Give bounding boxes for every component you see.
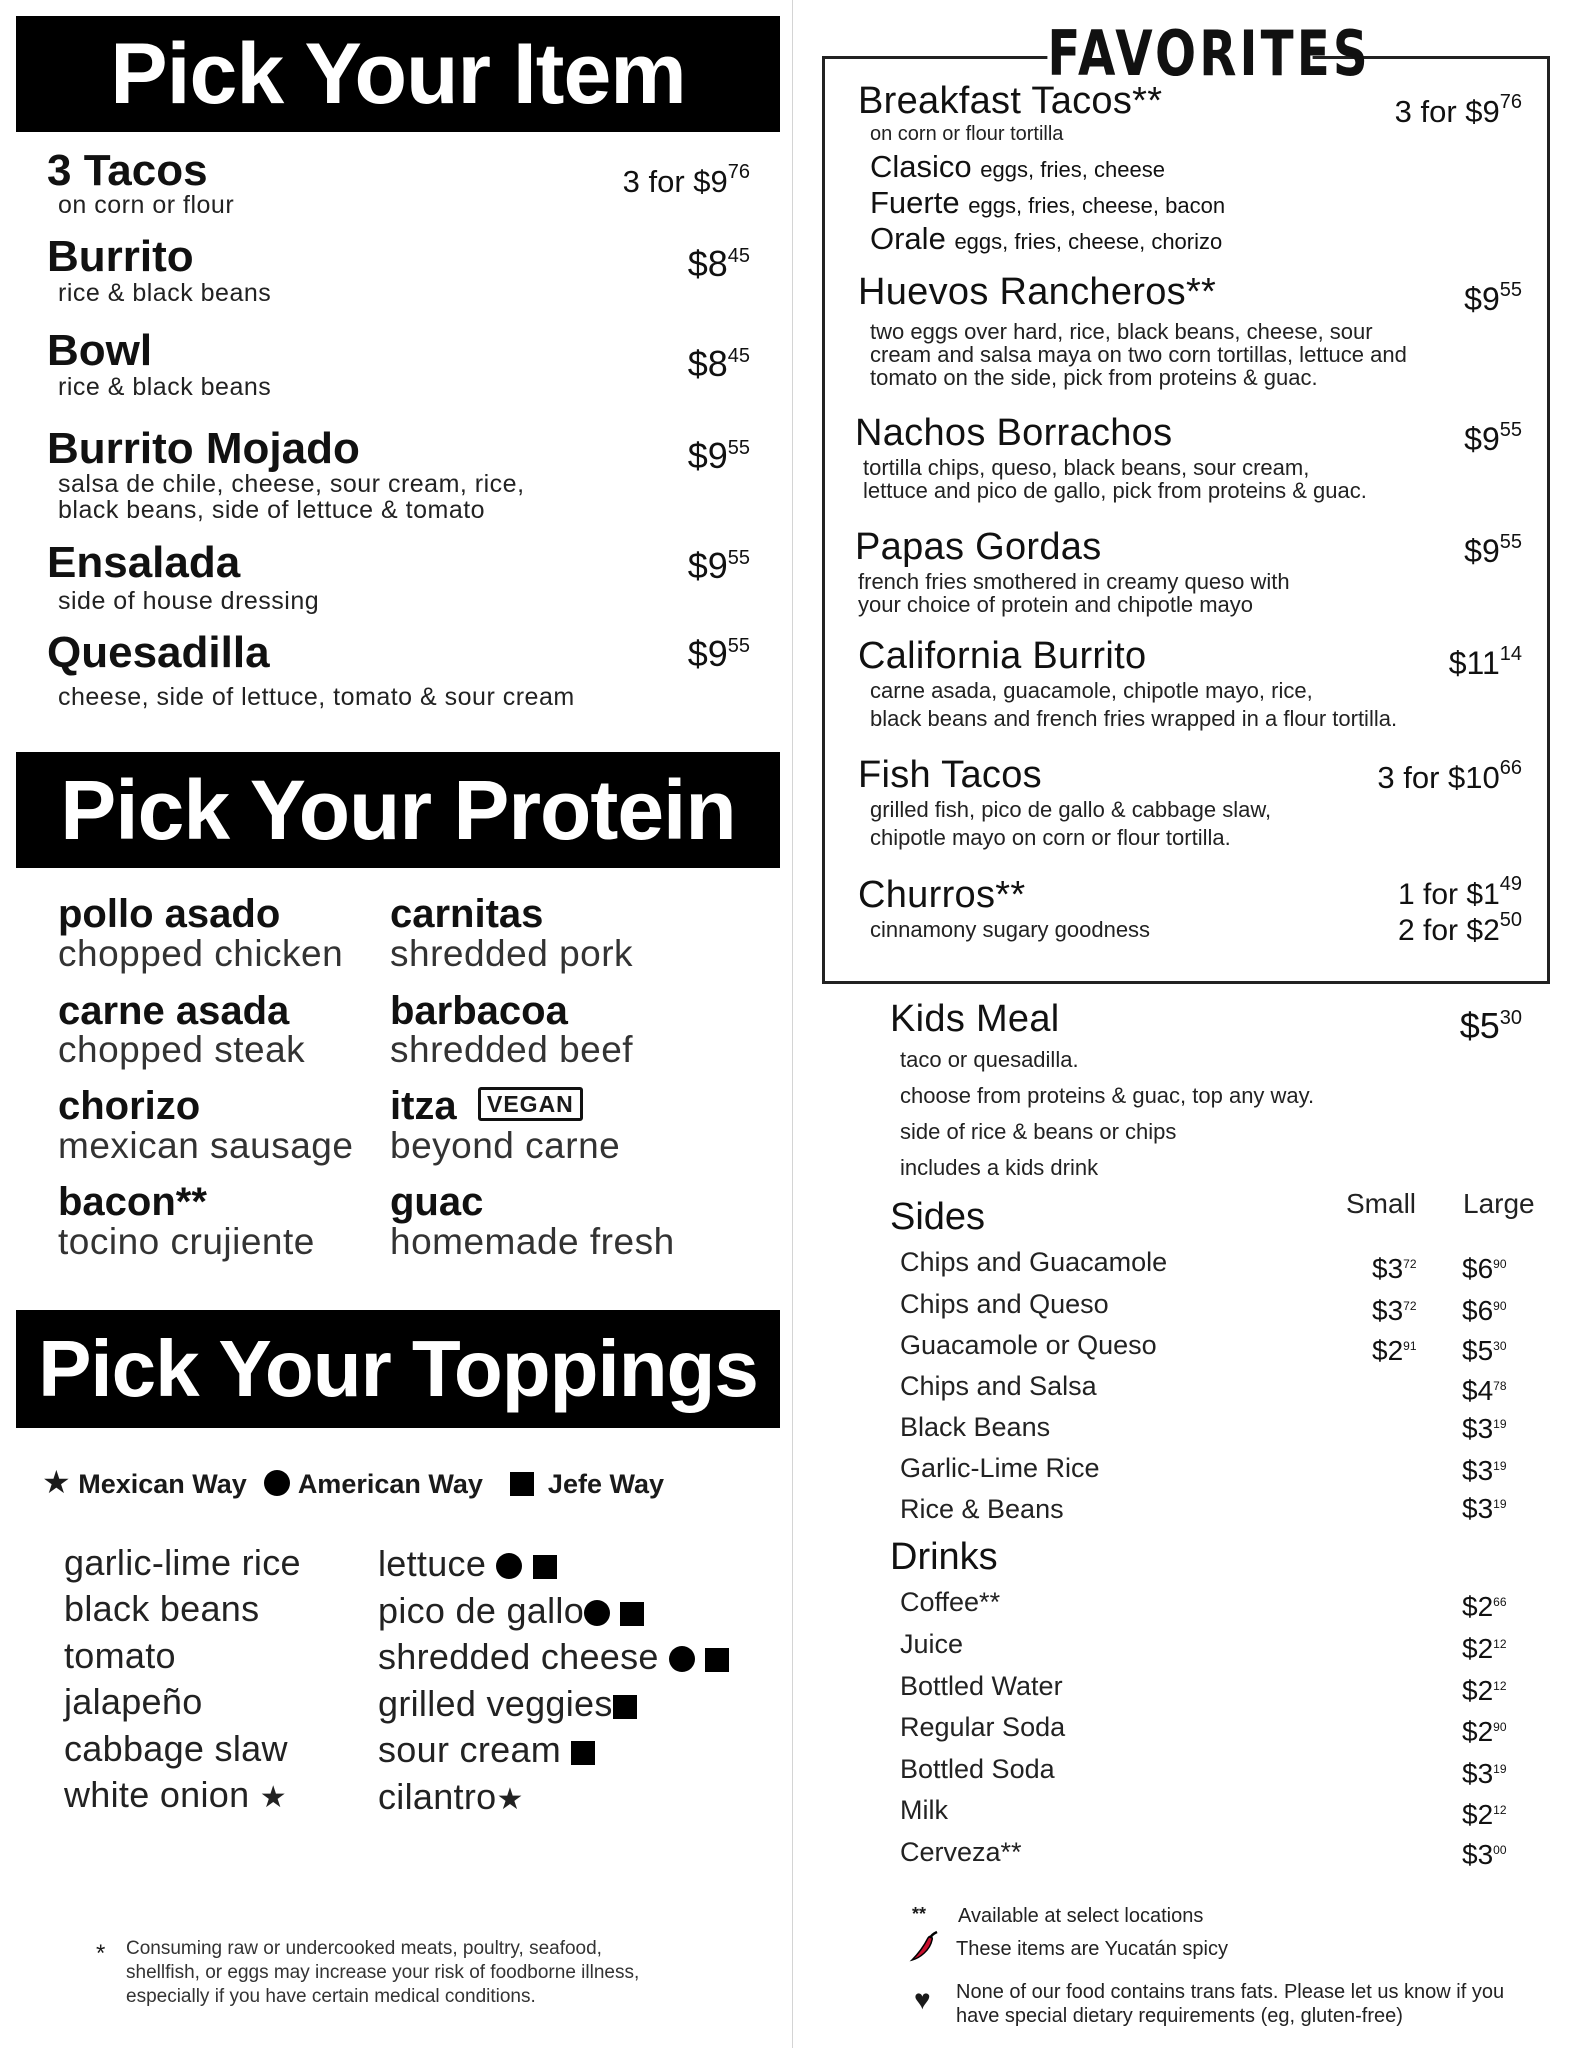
select-locations-symbol: **	[912, 1904, 927, 1924]
drink-item: Regular Soda	[900, 1712, 1066, 1742]
drink-price: $\$2^{90}$	[1462, 1716, 1507, 1747]
side-item: Chips and Guacamole	[900, 1247, 1168, 1277]
favorite-desc: tortilla chips, queso, black beans, sour cream,	[863, 455, 1310, 480]
side-large-price: $\$5^{30}$	[1462, 1335, 1507, 1366]
item-price: 3 for $\$9^{76}$	[622, 161, 750, 199]
favorite-price: 2 for $\$2^{50}$	[1398, 909, 1522, 947]
favorite-price: $\$9^{55}$	[1464, 531, 1522, 569]
favorite-desc: your choice of protein and chipotle mayo	[858, 592, 1254, 617]
footnote-asterisk: *	[96, 1940, 106, 1967]
square-icon	[510, 1472, 534, 1496]
protein-desc: mexican sausage	[58, 1125, 354, 1166]
protein-name: pollo asado	[58, 892, 281, 936]
large-column-header: Large	[1463, 1188, 1535, 1219]
side-item: Black Beans	[900, 1412, 1051, 1442]
star-icon: ★	[42, 1464, 71, 1500]
favorite-price: $\$9^{55}$	[1464, 419, 1522, 457]
topping-item: lettuce	[378, 1541, 557, 1587]
breakfast-variant: Clasico eggs, fries, cheese	[870, 149, 1165, 184]
item-price: $\$9^{55}$	[687, 545, 750, 586]
side-item: Chips and Queso	[900, 1289, 1109, 1319]
topping-item: garlic-lime rice	[64, 1542, 301, 1583]
protein-desc: homemade fresh	[390, 1221, 675, 1262]
protein-desc: beyond carne	[390, 1125, 621, 1166]
item-price: $\$8^{45}$	[687, 343, 750, 384]
item-name: Ensalada	[47, 538, 241, 587]
square-icon	[533, 1555, 557, 1579]
star-icon: ★	[496, 1783, 524, 1816]
favorite-desc: carne asada, guacamole, chipotle mayo, rice,	[870, 678, 1313, 703]
protein-name: guac	[390, 1180, 484, 1224]
breakfast-variant: Orale eggs, fries, cheese, chorizo	[870, 221, 1223, 256]
dot-icon	[264, 1470, 290, 1496]
drinks-title: Drinks	[890, 1536, 998, 1578]
item-desc: black beans, side of lettuce & tomato	[58, 496, 486, 524]
favorite-desc: cinnamony sugary goodness	[870, 917, 1151, 942]
protein-desc: tocino crujiente	[58, 1221, 315, 1262]
side-large-price: $\$4^{78}$	[1462, 1375, 1507, 1406]
drink-price: $\$2^{66}$	[1462, 1591, 1507, 1622]
topping-item: white onion ★	[64, 1774, 287, 1815]
protein-name: carnitas	[390, 892, 544, 936]
protein-desc: shredded pork	[390, 933, 634, 974]
favorite-price: $\$11^{14}$	[1448, 643, 1522, 681]
dietary-note: None of our food contains trans fats. Please let us know if you have special dietary requirements (eg, gluten-free)	[956, 1981, 1505, 2027]
heart-icon: ♥	[914, 1984, 931, 2015]
drink-price: $\$2^{12}$	[1462, 1675, 1507, 1706]
drink-item: Bottled Soda	[900, 1754, 1055, 1784]
favorite-desc: french fries smothered in creamy queso with	[858, 569, 1290, 594]
drink-item: Coffee**	[900, 1587, 1001, 1617]
item-name: Burrito	[47, 232, 194, 281]
drink-item: Cerveza**	[900, 1837, 1022, 1867]
favorite-desc: two eggs over hard, rice, black beans, cheese, sour	[870, 319, 1373, 344]
topping-item: grilled veggies	[378, 1681, 637, 1727]
protein-desc: chopped chicken	[58, 933, 344, 974]
star-icon: ★	[259, 1781, 287, 1814]
dot-icon	[669, 1646, 695, 1672]
item-desc: salsa de chile, cheese, sour cream, rice,	[58, 470, 525, 498]
favorite-price: $\$9^{55}$	[1464, 279, 1522, 317]
topping-item: cabbage slaw	[64, 1728, 288, 1769]
favorite-name: Breakfast Tacos**	[858, 80, 1163, 122]
favorite-name: Huevos Rancheros**	[858, 271, 1217, 313]
drink-price: $\$2^{12}$	[1462, 1633, 1507, 1664]
favorite-desc: tomato on the side, pick from proteins & guac.	[870, 365, 1318, 390]
side-large-price: $\$6^{90}$	[1462, 1295, 1507, 1326]
side-large-price: $\$3^{19}$	[1462, 1455, 1507, 1486]
favorite-price: 3 for $\$9^{76}$	[1394, 91, 1522, 129]
drink-price: $\$3^{19}$	[1462, 1758, 1507, 1789]
small-column-header: Small	[1346, 1188, 1417, 1219]
pick-toppings-banner: Pick Your Toppings	[16, 1310, 780, 1428]
item-name: 3 Tacos	[47, 146, 208, 195]
item-name: Bowl	[47, 326, 153, 375]
side-large-price: $\$6^{90}$	[1462, 1253, 1507, 1284]
dot-icon	[584, 1600, 610, 1626]
drink-item: Bottled Water	[900, 1671, 1063, 1701]
protein-desc: shredded beef	[390, 1029, 634, 1070]
item-price: $\$9^{55}$	[687, 633, 750, 674]
kids-meal-desc: includes a kids drink	[900, 1155, 1099, 1180]
side-large-price: $\$3^{19}$	[1462, 1493, 1507, 1524]
item-price: $\$9^{55}$	[687, 435, 750, 476]
favorite-desc: black beans and french fries wrapped in a flour tortilla.	[870, 706, 1398, 731]
topping-item: shredded cheese	[378, 1634, 729, 1680]
favorite-name: California Burrito	[858, 635, 1147, 677]
protein-name: carne asada	[58, 989, 290, 1033]
side-small-price: $\$2^{91}$	[1372, 1335, 1417, 1366]
drink-price: $\$2^{12}$	[1462, 1799, 1507, 1830]
protein-name: bacon**	[58, 1180, 207, 1224]
protein-name: barbacoa	[390, 989, 568, 1033]
topping-item: tomato	[64, 1635, 176, 1676]
topping-item: cilantro★	[378, 1776, 524, 1817]
square-icon	[705, 1648, 729, 1672]
favorite-name: Churros**	[858, 874, 1026, 916]
favorite-desc: cream and salsa maya on two corn tortillas, lettuce and	[870, 342, 1407, 367]
favorite-desc: on corn or flour tortilla	[870, 123, 1064, 145]
breakfast-variant: Fuerte eggs, fries, cheese, bacon	[870, 185, 1226, 220]
drink-price: $\$3^{00}$	[1462, 1839, 1507, 1870]
chili-pepper-icon	[906, 1930, 940, 1964]
vegan-badge: VEGAN	[478, 1087, 583, 1121]
item-desc: on corn or flour	[58, 191, 235, 219]
drink-item: Juice	[900, 1629, 964, 1659]
item-name: Burrito Mojado	[47, 424, 360, 473]
favorite-desc: lettuce and pico de gallo, pick from proteins & guac.	[863, 478, 1367, 503]
legend-mexican-way: Mexican Way	[78, 1469, 247, 1499]
topping-item: black beans	[64, 1588, 260, 1629]
side-small-price: $\$3^{72}$	[1372, 1253, 1417, 1284]
favorite-desc: chipotle mayo on corn or flour tortilla.	[870, 825, 1231, 850]
topping-item: sour cream	[378, 1727, 595, 1773]
favorite-name: Fish Tacos	[858, 754, 1042, 796]
item-name: Quesadilla	[47, 628, 270, 677]
pick-item-banner: Pick Your Item	[16, 16, 780, 132]
favorite-price: 1 for $\$1^{49}$	[1398, 873, 1522, 911]
protein-name: chorizo	[58, 1084, 201, 1128]
protein-desc: chopped steak	[58, 1029, 306, 1070]
spicy-note: These items are Yucatán spicy	[956, 1938, 1228, 1960]
toppings-legend	[42, 1462, 664, 1504]
square-icon	[620, 1602, 644, 1626]
drink-item: Milk	[900, 1795, 948, 1825]
kids-meal-desc: side of rice & beans or chips	[900, 1119, 1177, 1144]
kids-meal-desc: taco or quesadilla.	[900, 1047, 1079, 1072]
favorite-name: Nachos Borrachos	[855, 412, 1173, 454]
column-divider	[792, 0, 793, 2048]
favorite-price: 3 for $\$10^{66}$	[1377, 757, 1522, 795]
favorites-title: FAVORITES	[1047, 14, 1312, 94]
side-item: Garlic-Lime Rice	[900, 1453, 1100, 1483]
legend-american-way: American Way	[297, 1469, 483, 1499]
dot-icon	[496, 1553, 522, 1579]
side-item: Rice & Beans	[900, 1494, 1064, 1524]
pick-protein-banner: Pick Your Protein	[16, 752, 780, 868]
square-icon	[571, 1741, 595, 1765]
sides-title: Sides	[890, 1196, 986, 1238]
side-item: Guacamole or Queso	[900, 1330, 1157, 1360]
legend-jefe-way: Jefe Way	[547, 1469, 664, 1499]
topping-item: jalapeño	[64, 1681, 203, 1722]
side-small-price: $\$3^{72}$	[1372, 1295, 1417, 1326]
item-desc: rice & black beans	[58, 373, 272, 401]
item-desc: rice & black beans	[58, 279, 272, 307]
favorite-name: Papas Gordas	[855, 526, 1102, 568]
select-locations-note: Available at select locations	[958, 1905, 1204, 1927]
item-desc: cheese, side of lettuce, tomato & sour cream	[58, 683, 575, 711]
side-large-price: $\$3^{19}$	[1462, 1413, 1507, 1444]
food-safety-footnote: Consuming raw or undercooked meats, poultry, seafood, shellfish, or eggs may increase your risk of foodborne illness, especially if you have certain medical conditions.	[126, 1938, 640, 2007]
favorite-desc: grilled fish, pico de gallo & cabbage slaw,	[870, 797, 1272, 822]
topping-item: pico de gallo	[378, 1588, 644, 1634]
kids-meal-price: $\$5^{30}$	[1459, 1005, 1522, 1046]
protein-name: itza	[390, 1084, 457, 1128]
item-desc: side of house dressing	[58, 587, 320, 615]
kids-meal-desc: choose from proteins & guac, top any way.	[900, 1083, 1315, 1108]
side-item: Chips and Salsa	[900, 1371, 1097, 1401]
square-icon	[613, 1695, 637, 1719]
item-price: $\$8^{45}$	[687, 243, 750, 284]
kids-meal-name: Kids Meal	[890, 998, 1060, 1040]
